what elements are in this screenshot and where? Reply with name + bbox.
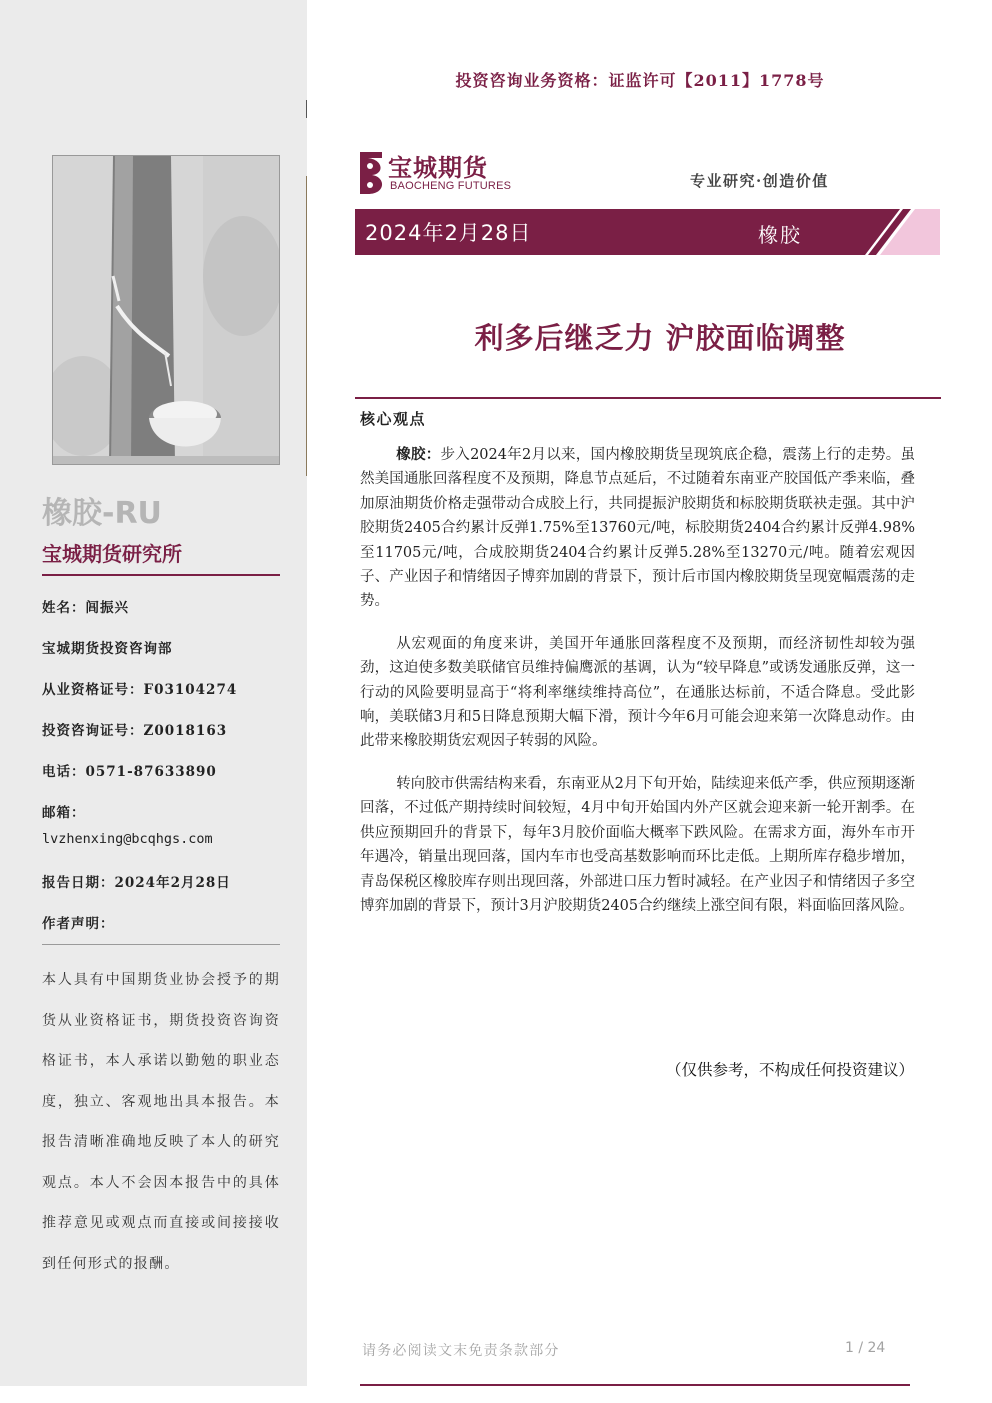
phone: 电话：0571-87633890 [42,764,217,780]
date-banner [355,209,940,255]
rubber-tree-photo [52,155,280,465]
declaration-divider [42,944,280,945]
institute-divider [42,574,280,576]
practice-license: 从业资格证号：F03104274 [42,682,238,698]
report-title: 利多后继乏力 沪胶面临调整 [474,321,846,355]
title-divider [355,397,941,399]
lead-label: 橡胶： [396,446,441,463]
banner-date: 2024年2月28日 [365,221,532,245]
body-paragraph [360,443,915,614]
sidebar [0,0,307,1386]
section-heading: 核心观点 [360,410,427,428]
department: 宝城期货投资咨询部 [42,641,173,657]
logo-chinese: 宝城期货 [388,154,488,182]
logo-mark-icon [356,148,388,198]
banner-product: 橡胶 [758,223,802,247]
report-body [360,443,915,936]
advisory-license: 投资咨询证号：Z0018163 [42,723,228,739]
logo-english: BAOCHENG FUTURES [390,180,512,192]
margin-tick [306,100,307,118]
body-paragraph: 从宏观面的角度来讲，美国开年通胀回落程度不及预期，而经济韧性却较为强劲，这迫使多数美联储官员维持偏鹰派的基调，认为“较早降息”或诱发通胀反弹，这一行动的风险要明显高于“将利率继续维持高位”，在通胀达标前，不适合降息。受此影响，美联储3月和5日降息预期大幅下滑，预计今年6月可能会迎来第一次降息动作。由此带来橡胶期货宏观因子转弱的风险。 [360,635,915,750]
email-label: 邮箱： [42,805,86,821]
paragraph-text: 步入2024年2月以来，国内橡胶期货呈现筑底企稳，震荡上行的走势。虽然美国通胀回落程度不及预期，降息节点延后，不过随着东南亚产胶国低产季来临，叠加原油期货价格走强带动合成胶上行，共同提振沪胶期货和标胶期货联袂走强。其中沪胶期货2405合约累计反弹1.75%至13760元/吨，标胶期货2404合约累计反弹4.98%至11705元/吨，合成胶期货2404合约累计反弹5.28%至13270元/吨。随着宏观因子、产业因子和情绪因子博弈加剧的背景下，预计后市国内橡胶期货呈现宽幅震荡的走势。 [360,447,916,610]
author-declaration: 本人具有中国期货业协会授予的期货从业资格证书，期货投资咨询资格证书，本人承诺以勤勉的职业态度，独立、客观地出具本报告。本报告清晰准确地反映了本人的研究观点。本人不会因本报告中的具体推荐意见或观点而直接或间接接收到任何形式的报酬。 [42,972,280,1272]
report-date: 报告日期：2024年2月28日 [42,875,231,891]
qualification-notice: 投资咨询业务资格：证监许可【2011】1778号 [455,71,825,90]
footer-divider [360,1384,910,1386]
product-code: 橡胶-RU [42,496,162,531]
investment-disclaimer: （仅供参考，不构成任何投资建议） [665,1061,914,1079]
analyst-name: 姓名：闾振兴 [42,600,129,616]
page-number: 1 / 24 [845,1340,886,1356]
body-paragraph: 转向胶市供需结构来看，东南亚从2月下旬开始，陆续迎来低产季，供应预期逐渐回落，不过低产期持续时间较短，4月中旬开始国内外产区就会迎来新一轮开割季。在供应预期回升的背景下，每年3月胶价面临大概率下跌风险。在需求方面，海外车市开年遇冷，销量出现回落，国内车市也受高基数影响而环比走低。上期所库存稳步增加，青岛保税区橡胶库存则出现回落，外部进口压力暂时减轻。在产业因子和情绪因子多空博弈加剧的背景下，预计3月沪胶期货2405合约继续上涨空间有限，料面临回落风险。 [360,775,915,914]
footer-note: 请务必阅读文末免责条款部分 [362,1343,560,1359]
margin-strip [306,176,307,476]
slogan: 专业研究·创造价值 [690,172,829,190]
company-logo [356,148,526,198]
email-address[interactable]: lvzhenxing@bcqhgs.com [42,831,213,847]
institute-name: 宝城期货研究所 [42,542,182,566]
author-declaration-label: 作者声明： [42,916,115,932]
